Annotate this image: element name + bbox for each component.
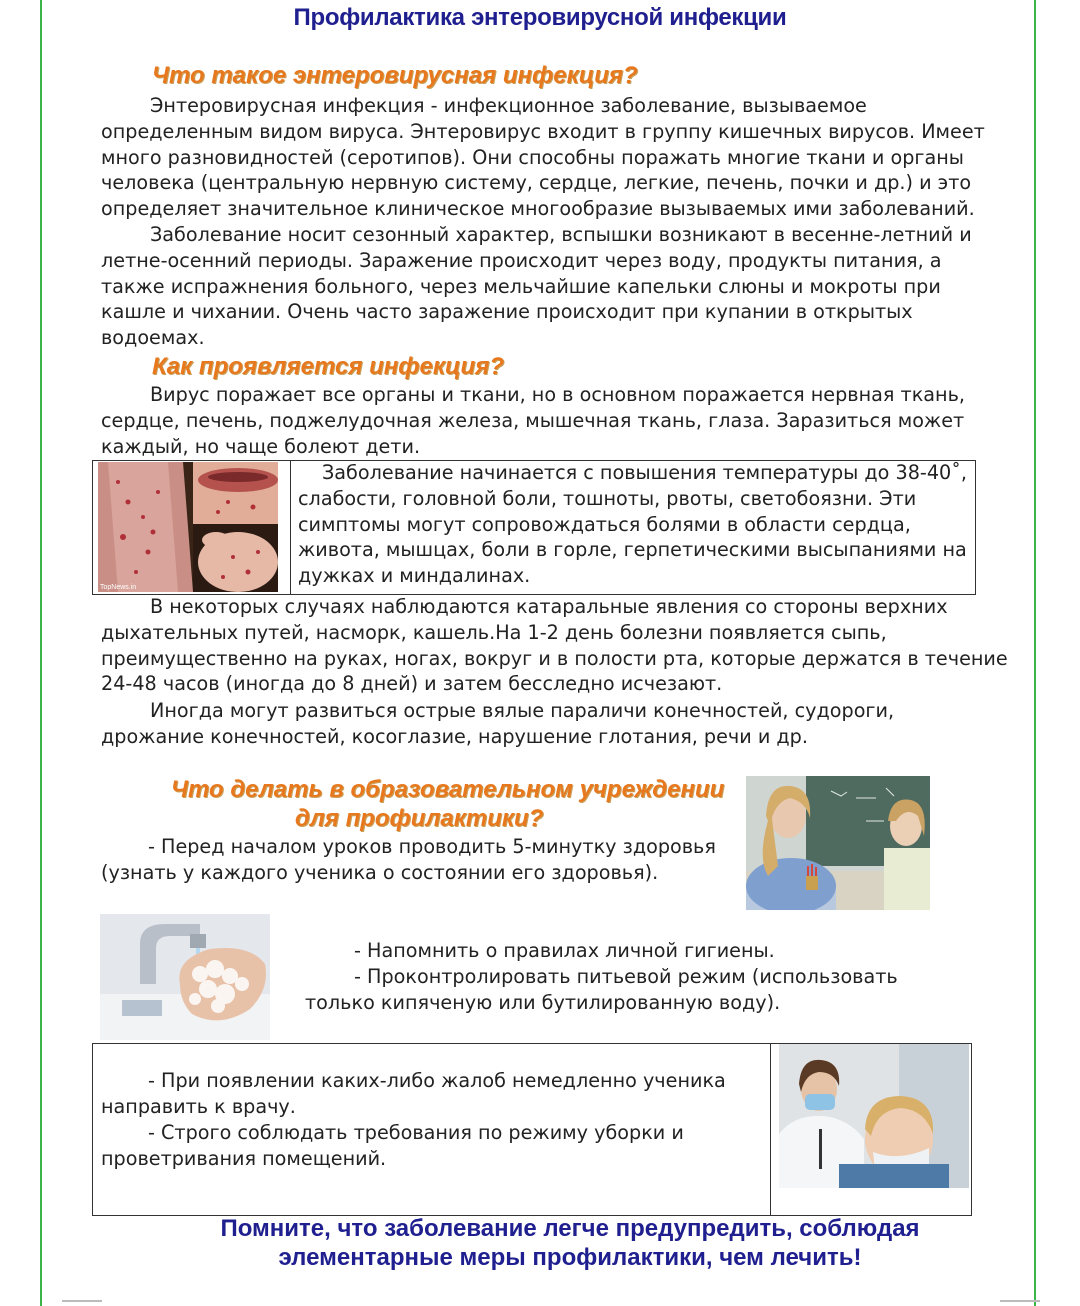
prevention-item-health-check: - Перед началом уроков проводить 5-минутку здоровья (узнать у каждого ученика о состоянии его здоровья).	[101, 835, 716, 884]
teacher-student-photo	[746, 776, 930, 910]
heading-prevention-line2: для профилактики?	[295, 805, 544, 832]
paragraph-affected-organs: Вирус поражает все органы и ткани, но в основном поражается нервная ткань, сердце, печень, поджелудочная железа, мышечная ткань, глаза. Заразиться может каждый, но чаще болеют дети.	[101, 383, 966, 458]
paragraph-seasonality: Заболевание носит сезонный характер, вспышки возникают в весенне-летний и летне-осенний периоды. Заражение происходит через воду, продукты питания, а также испражнения больного, через мельчайшие капельки слюны и мокроты при кашле и чихании. Очень часто заражение происходит при купании в открытых водоемах.	[101, 223, 972, 350]
paragraph-onset-symptoms: Заболевание начинается с повышения температуры до 38-40˚, слабости, головной боли, тошноты, рвоты, светобоязни. Эти симптомы могут сопровождаться болями в области сердца, живота, мышцах, боли в горле, герпетическими высыпаниями на дужках и миндалинах.	[298, 461, 967, 588]
paragraph-catarrhal: В некоторых случаях наблюдаются катаральные явления со стороны верхних дыхательных путей, насморк, кашель.На 1-2 день болезни появляется сыпь, преимущественно на руках, ногах, вокруг и в полости рта, которые держатся в течение 24-48 часов (иногда до 8 дней) и затем бесследно исчезают.	[101, 595, 1008, 696]
photo-caption: TopNews.in	[100, 584, 137, 591]
page-title: Профилактика энтеровирусной инфекции	[293, 4, 787, 31]
heading-what-is: Что такое энтеровирусная инфекция?	[152, 62, 638, 89]
doctor-box-divider	[770, 1043, 771, 1215]
heading-prevention-line1: Что делать в образовательном учреждении	[171, 776, 725, 803]
page-border-right	[1034, 0, 1036, 1306]
prevention-item-doctor: - При появлении каких-либо жалоб немедленно ученика направить к врачу.	[101, 1069, 726, 1118]
closing-line-2: элементарные меры профилактики, чем лечить!	[278, 1244, 862, 1271]
page-corner-mark-right	[1000, 1300, 1040, 1302]
prevention-item-cleaning: - Строго соблюдать требования по режиму уборки и проветривания помещений.	[101, 1121, 684, 1170]
page-corner-mark-left	[62, 1300, 102, 1302]
page-border-left	[40, 0, 42, 1306]
prevention-item-drinking-regime: - Проконтролировать питьевой режим (использовать только кипяченую или бутилированную воду).	[305, 965, 898, 1014]
paragraph-complications: Иногда могут развиться острые вялые параличи конечностей, судороги, дрожание конечностей, косоглазие, нарушение глотания, речи и др.	[101, 699, 895, 748]
doctor-child-photo	[779, 1044, 969, 1188]
prevention-item-hygiene: - Напомнить о правилах личной гигиены.	[354, 939, 775, 962]
rash-photo	[98, 462, 278, 592]
handwashing-photo	[100, 914, 270, 1040]
paragraph-definition: Энтеровирусная инфекция - инфекционное заболевание, вызываемое определенным видом вируса. Энтеровирус входит в группу кишечных вирусов. Имеет много разновидностей (серотипов). Они способны поражать многие ткани и органы человека (центральную нервную систему, сердце, легкие, печень, почки и др.) и это определяет значительное клиническое многообразие вызываемых ими заболеваний.	[101, 94, 985, 221]
symptoms-box-divider	[290, 460, 291, 594]
heading-symptoms: Как проявляется инфекция?	[152, 353, 504, 380]
closing-line-1: Помните, что заболевание легче предупредить, соблюдая	[220, 1215, 920, 1242]
